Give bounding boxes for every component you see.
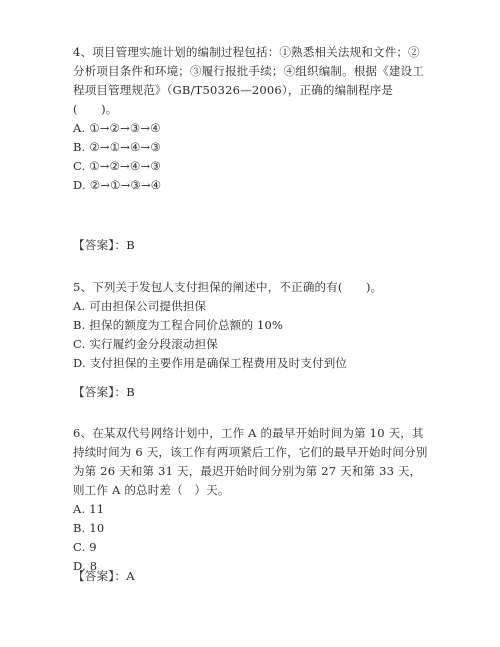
option-d: D. ②→①→③→④ [73, 178, 162, 192]
answer-line: 【答案】：B [73, 385, 136, 399]
option-list [73, 297, 431, 373]
option-list [73, 500, 431, 576]
answer-line: 【答案】：A [73, 569, 135, 583]
option-a: A. ①→②→③→④ [73, 121, 161, 135]
question-stem: 4、项目管理实施计划的编制过程包括：①熟悉相关法规和文件；②分析项目条件和环境；③履行报批手续；④组织编制。根据《建设工程项目管理规范》（GB/T50326—2006），正确的编制程序是( )。 [73, 45, 424, 116]
option-a: A. 可由担保公司提供担保 [73, 299, 207, 313]
option-c: C. ①→②→④→③ [73, 159, 161, 173]
option-c: C. 实行履约金分段滚动担保 [73, 337, 218, 351]
option-d: D. 支付担保的主要作用是确保工程费用及时支付到位 [73, 356, 348, 370]
option-b: B. 担保的额度为工程合同价总额的 10% [73, 318, 284, 332]
option-b: B. ②→①→④→③ [73, 140, 161, 154]
answer-line: 【答案】：B [73, 238, 136, 252]
question-6 [73, 424, 431, 576]
question-5 [73, 278, 431, 373]
question-stem: 6、在某双代号网络计划中，工作 A 的最早开始时间为第 10 天，其持续时间为 6 天，该工作有两项紧后工作，它们的最早开始时间分别为第 26 天和第 31 天，最迟开始时间分别为第 27 天和第 33 天，则工作 A 的总时差（ ）天。 [73, 426, 428, 497]
question-4 [73, 43, 431, 195]
question-stem: 5、下列关于发包人支付担保的阐述中，不正确的有( )。 [73, 280, 383, 294]
option-c: C. 9 [73, 540, 97, 554]
option-a: A. 11 [73, 502, 105, 516]
option-b: B. 10 [73, 521, 105, 535]
option-list [73, 119, 431, 195]
option-d: D. 8 [73, 559, 98, 573]
